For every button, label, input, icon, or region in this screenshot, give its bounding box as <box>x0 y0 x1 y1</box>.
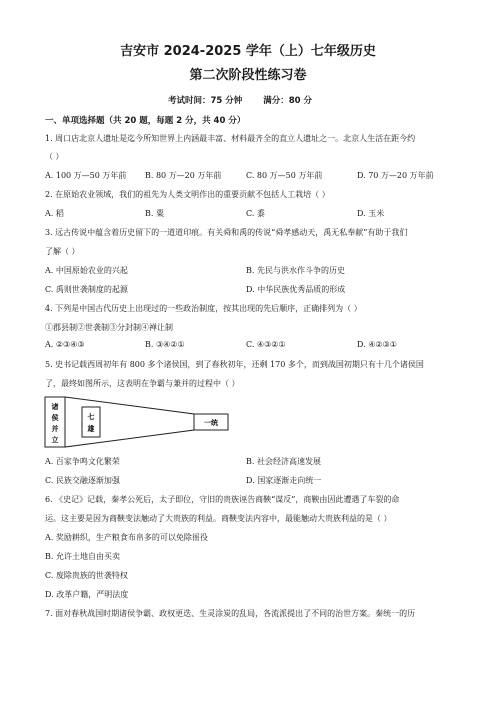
section-title: 一、单项选择题（共 20 题，每题 2 分，共 40 分） <box>45 116 246 126</box>
question-2-text: 2. 在原始农业领域，我们的祖先为人类文明作出的重要贡献不包括人工栽培（ ） <box>45 190 330 199</box>
question-3-text: 3. 远古传说中蕴含着历史留下的一道道印痕。有关舜和禹的传说“舜孝感动天，禹无私奉献”有助于我们 <box>45 228 408 237</box>
question-1-text: 1. 周口店北京人遗址是迄今所知世界上内涵最丰富、材料最齐全的直立人遗址之一。北京人生活在距今约 <box>45 134 416 143</box>
diagram-funnel-shape <box>65 397 194 447</box>
question-4-option-d: D. ④②③① <box>357 340 397 349</box>
question-3-text-2: 了解（ ） <box>45 247 80 256</box>
question-6-text: 6. 《史记》记载，秦孝公死后，太子即位，守旧的贵族诬告商鞅“谋反”，商鞅由因此遭遇了车裂的命 <box>45 495 400 504</box>
diagram-mid-char-2: 雄 <box>87 425 95 433</box>
question-3-option-b: B. 先民与洪水作斗争的历史 <box>246 266 345 275</box>
question-2-option-c: C. 黍 <box>246 209 265 218</box>
funnel-diagram <box>44 396 244 448</box>
question-2-option-a: A. 稻 <box>45 209 64 218</box>
diagram-left-char-3: 并 <box>51 425 59 433</box>
question-1-option-b: B. 80 万—20 万年前 <box>145 171 222 180</box>
question-6-text-2: 运。这主要是因为商鞅变法触动了大贵族的利益。商鞅变法内容中，最能触动大贵族利益的是（ ） <box>45 514 392 523</box>
question-5-text-2: 了，最终如图所示，这表明在争霸与兼并的过程中（ ） <box>45 379 240 388</box>
question-4-option-a: A. ②③④③ <box>45 340 85 349</box>
diagram-left-char-4: 立 <box>51 436 59 444</box>
question-2-option-b: B. 粟 <box>145 209 164 218</box>
question-1-option-a: A. 100 万—50 万年前 <box>45 171 127 180</box>
exam-subtitle: 第二次阶段性练习卷 <box>189 68 307 83</box>
exam-score: 满分：80 分 <box>263 96 313 106</box>
diagram-left-char-1: 诸 <box>51 403 59 411</box>
question-6-option-a: A. 奖励耕织，生产粮食布帛多的可以免除徭役 <box>45 533 208 542</box>
question-4-option-b: B. ③④②① <box>145 340 185 349</box>
question-5-option-c: C. 民族交融逐渐加强 <box>45 476 120 485</box>
question-5-option-b: B. 社会经济高速发展 <box>246 457 321 466</box>
question-2-option-d: D. 玉米 <box>357 209 385 218</box>
question-7-text: 7. 面对春秋战国时期诸侯争霸、政权更迭、生灵涂炭的乱局，各流派提出了不同的治世方案。秦统一的历 <box>45 609 416 618</box>
exam-time: 考试时间：75 分钟 <box>168 96 243 106</box>
exam-title: 吉安市 2024-2025 学年（上）七年级历史 <box>120 44 376 59</box>
question-4-option-c: C. ④③②① <box>246 340 286 349</box>
diagram-right-label: 一统 <box>204 419 218 427</box>
question-1-blank: （ ） <box>45 152 64 161</box>
question-3-option-c: C. 禹则世袭制度的起源 <box>45 285 128 294</box>
question-1-option-c: C. 80 万—50 万年前 <box>246 171 323 180</box>
exam-meta <box>168 94 330 106</box>
question-1-option-d: D. 70 万—20 万年前 <box>357 171 434 180</box>
question-3-option-d: D. 中华民族优秀品质的形成 <box>246 285 346 294</box>
question-5-option-d: D. 国家逐渐走向统一 <box>246 476 322 485</box>
question-3-option-a: A. 中国原始农业的兴起 <box>45 266 128 275</box>
question-6-option-b: B. 允许土地自由买卖 <box>45 552 120 561</box>
question-6-option-c: C. 废除贵族的世袭特权 <box>45 571 128 580</box>
question-6-option-d: D. 改革户籍，严明法度 <box>45 590 129 599</box>
diagram-left-char-2: 侯 <box>51 414 59 422</box>
diagram-mid-char-1: 七 <box>87 413 95 421</box>
question-5-option-a: A. 百家争鸣文化繁荣 <box>45 457 120 466</box>
question-5-text: 5. 史书记载西周初年有 800 多个诸侯国，到了春秋初年，还剩 170 多个，而到战国初期只有十几个诸侯国 <box>45 360 424 369</box>
question-4-items: ①郡县制②世袭制③分封制④禅让制 <box>45 323 173 332</box>
question-4-text: 4. 下列是中国古代历史上出现过的一些政治制度，按其出现的先后顺序，正确排列为（ ） <box>45 304 362 313</box>
